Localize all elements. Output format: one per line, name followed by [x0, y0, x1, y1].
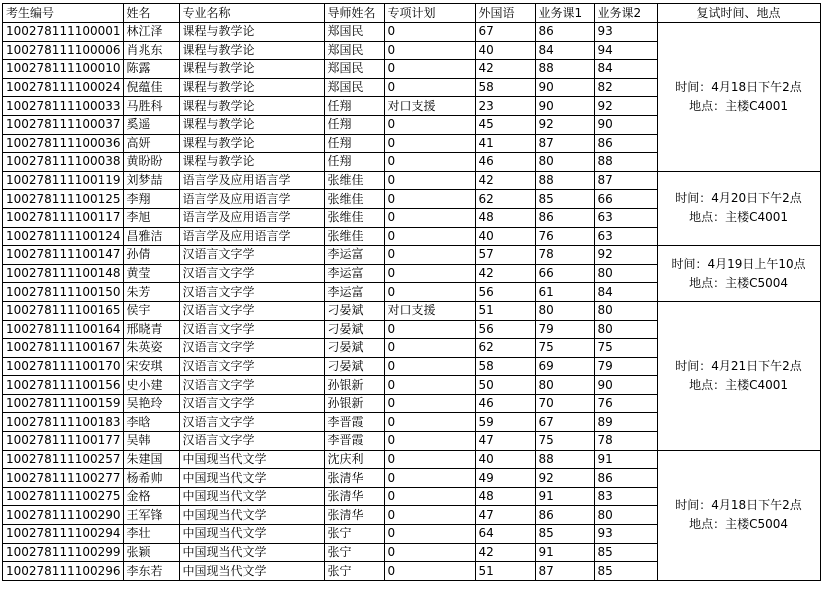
column-header-major: 专业名称 [179, 4, 324, 23]
name-cell: 黄莹 [123, 264, 179, 283]
major-cell: 汉语言文字学 [179, 432, 324, 451]
advisor-cell: 郑国民 [324, 78, 384, 97]
foreign-language-cell: 48 [475, 487, 535, 506]
advisor-cell: 刁晏斌 [324, 357, 384, 376]
special-plan-cell: 0 [384, 153, 475, 172]
schedule-time: 时间：4月19日上午10点 [671, 256, 806, 271]
candidate-id-cell: 100278111100156 [3, 376, 124, 395]
advisor-cell: 张维佳 [324, 171, 384, 190]
advisor-cell: 任翔 [324, 97, 384, 116]
advisor-cell: 张清华 [324, 487, 384, 506]
candidate-id-cell: 100278111100277 [3, 469, 124, 488]
special-plan-cell: 0 [384, 394, 475, 413]
name-cell: 奚遥 [123, 115, 179, 134]
candidate-id-cell: 100278111100037 [3, 115, 124, 134]
major-cell: 语言学及应用语言学 [179, 190, 324, 209]
schedule-time: 时间：4月18日下午2点 [675, 79, 802, 94]
course1-score-cell: 84 [535, 41, 594, 60]
course2-score-cell: 84 [594, 60, 657, 79]
course1-score-cell: 69 [535, 357, 594, 376]
course2-score-cell: 80 [594, 320, 657, 339]
candidate-id-cell: 100278111100125 [3, 190, 124, 209]
advisor-cell: 李晋霞 [324, 413, 384, 432]
course2-score-cell: 86 [594, 469, 657, 488]
candidate-id-cell: 100278111100170 [3, 357, 124, 376]
special-plan-cell: 0 [384, 450, 475, 469]
advisor-cell: 李运富 [324, 264, 384, 283]
candidate-id-cell: 100278111100024 [3, 78, 124, 97]
column-header-candidate-id: 考生编号 [3, 4, 124, 23]
table-row [3, 23, 821, 42]
major-cell: 中国现当代文学 [179, 506, 324, 525]
schedule-cell [657, 171, 820, 245]
course1-score-cell: 91 [535, 543, 594, 562]
candidate-id-cell: 100278111100117 [3, 208, 124, 227]
major-cell: 汉语言文字学 [179, 283, 324, 302]
course1-score-cell: 88 [535, 171, 594, 190]
foreign-language-cell: 40 [475, 450, 535, 469]
candidate-id-cell: 100278111100290 [3, 506, 124, 525]
name-cell: 邢晓青 [123, 320, 179, 339]
name-cell: 刘梦喆 [123, 171, 179, 190]
schedule-time: 时间：4月21日下午2点 [675, 358, 802, 373]
course2-score-cell: 84 [594, 283, 657, 302]
course2-score-cell: 83 [594, 487, 657, 506]
course1-score-cell: 85 [535, 190, 594, 209]
schedule-time: 时间：4月20日下午2点 [675, 191, 802, 206]
schedule-cell [657, 301, 820, 450]
name-cell: 李壮 [123, 525, 179, 544]
course1-score-cell: 92 [535, 469, 594, 488]
course2-score-cell: 89 [594, 413, 657, 432]
foreign-language-cell: 51 [475, 562, 535, 581]
major-cell: 中国现当代文学 [179, 487, 324, 506]
course2-score-cell: 92 [594, 246, 657, 265]
special-plan-cell: 0 [384, 134, 475, 153]
schedule-location: 地点：主楼C4001 [689, 377, 788, 392]
course2-score-cell: 94 [594, 41, 657, 60]
foreign-language-cell: 23 [475, 97, 535, 116]
major-cell: 语言学及应用语言学 [179, 227, 324, 246]
name-cell: 杨希帅 [123, 469, 179, 488]
major-cell: 课程与教学论 [179, 153, 324, 172]
schedule-cell [657, 450, 820, 580]
course1-score-cell: 86 [535, 506, 594, 525]
course2-score-cell: 88 [594, 153, 657, 172]
column-header-name: 姓名 [123, 4, 179, 23]
advisor-cell: 张宁 [324, 525, 384, 544]
candidate-id-cell: 100278111100294 [3, 525, 124, 544]
foreign-language-cell: 57 [475, 246, 535, 265]
advisor-cell: 郑国民 [324, 23, 384, 42]
name-cell: 吴韩 [123, 432, 179, 451]
foreign-language-cell: 45 [475, 115, 535, 134]
course2-score-cell: 93 [594, 23, 657, 42]
major-cell: 汉语言文字学 [179, 320, 324, 339]
major-cell: 语言学及应用语言学 [179, 171, 324, 190]
course1-score-cell: 88 [535, 60, 594, 79]
course2-score-cell: 79 [594, 357, 657, 376]
foreign-language-cell: 58 [475, 78, 535, 97]
candidate-id-cell: 100278111100148 [3, 264, 124, 283]
table-row [3, 450, 821, 469]
special-plan-cell: 0 [384, 283, 475, 302]
special-plan-cell: 0 [384, 171, 475, 190]
name-cell: 高妍 [123, 134, 179, 153]
advisor-cell: 沈庆利 [324, 450, 384, 469]
candidate-id-cell: 100278111100165 [3, 301, 124, 320]
major-cell: 汉语言文字学 [179, 339, 324, 358]
candidate-id-cell: 100278111100167 [3, 339, 124, 358]
course2-score-cell: 76 [594, 394, 657, 413]
course1-score-cell: 61 [535, 283, 594, 302]
special-plan-cell: 0 [384, 41, 475, 60]
special-plan-cell: 0 [384, 432, 475, 451]
foreign-language-cell: 42 [475, 543, 535, 562]
major-cell: 汉语言文字学 [179, 413, 324, 432]
course1-score-cell: 87 [535, 562, 594, 581]
name-cell: 李旭 [123, 208, 179, 227]
candidate-id-cell: 100278111100001 [3, 23, 124, 42]
special-plan-cell: 0 [384, 115, 475, 134]
advisor-cell: 李运富 [324, 283, 384, 302]
course1-score-cell: 90 [535, 97, 594, 116]
course2-score-cell: 82 [594, 78, 657, 97]
course1-score-cell: 79 [535, 320, 594, 339]
major-cell: 汉语言文字学 [179, 394, 324, 413]
foreign-language-cell: 42 [475, 264, 535, 283]
course2-score-cell: 90 [594, 115, 657, 134]
schedule-location: 地点：主楼C4001 [689, 98, 788, 113]
candidate-id-cell: 100278111100006 [3, 41, 124, 60]
advisor-cell: 孙银新 [324, 394, 384, 413]
table-body [3, 23, 821, 581]
course1-score-cell: 76 [535, 227, 594, 246]
advisor-cell: 孙银新 [324, 376, 384, 395]
schedule-location: 地点：主楼C4001 [689, 210, 788, 225]
special-plan-cell: 0 [384, 190, 475, 209]
major-cell: 汉语言文字学 [179, 246, 324, 265]
candidate-id-cell: 100278111100124 [3, 227, 124, 246]
advisor-cell: 刁晏斌 [324, 301, 384, 320]
major-cell: 中国现当代文学 [179, 450, 324, 469]
advisor-cell: 郑国民 [324, 60, 384, 79]
name-cell: 王军锋 [123, 506, 179, 525]
name-cell: 吴艳玲 [123, 394, 179, 413]
special-plan-cell: 0 [384, 543, 475, 562]
course1-score-cell: 85 [535, 525, 594, 544]
special-plan-cell: 0 [384, 413, 475, 432]
foreign-language-cell: 40 [475, 227, 535, 246]
special-plan-cell: 0 [384, 320, 475, 339]
foreign-language-cell: 40 [475, 41, 535, 60]
foreign-language-cell: 41 [475, 134, 535, 153]
course2-score-cell: 80 [594, 264, 657, 283]
course2-score-cell: 63 [594, 208, 657, 227]
special-plan-cell: 0 [384, 60, 475, 79]
course1-score-cell: 75 [535, 432, 594, 451]
special-plan-cell: 0 [384, 357, 475, 376]
course1-score-cell: 86 [535, 23, 594, 42]
foreign-language-cell: 51 [475, 301, 535, 320]
major-cell: 中国现当代文学 [179, 469, 324, 488]
special-plan-cell: 0 [384, 227, 475, 246]
candidate-id-cell: 100278111100150 [3, 283, 124, 302]
name-cell: 陈露 [123, 60, 179, 79]
advisor-cell: 刁晏斌 [324, 339, 384, 358]
candidate-id-cell: 100278111100033 [3, 97, 124, 116]
course2-score-cell: 91 [594, 450, 657, 469]
column-header-special-plan: 专项计划 [384, 4, 475, 23]
foreign-language-cell: 42 [475, 171, 535, 190]
special-plan-cell: 0 [384, 506, 475, 525]
name-cell: 黄盼盼 [123, 153, 179, 172]
name-cell: 朱英姿 [123, 339, 179, 358]
course2-score-cell: 80 [594, 506, 657, 525]
special-plan-cell: 0 [384, 78, 475, 97]
name-cell: 李东若 [123, 562, 179, 581]
major-cell: 课程与教学论 [179, 134, 324, 153]
major-cell: 课程与教学论 [179, 41, 324, 60]
special-plan-cell: 0 [384, 562, 475, 581]
schedule-time: 时间：4月18日下午2点 [675, 498, 802, 513]
name-cell: 肖兆东 [123, 41, 179, 60]
foreign-language-cell: 67 [475, 23, 535, 42]
advisor-cell: 李晋霞 [324, 432, 384, 451]
candidate-id-cell: 100278111100296 [3, 562, 124, 581]
advisor-cell: 张维佳 [324, 208, 384, 227]
schedule-cell [657, 246, 820, 302]
advisor-cell: 张维佳 [324, 190, 384, 209]
foreign-language-cell: 56 [475, 320, 535, 339]
course2-score-cell: 86 [594, 134, 657, 153]
foreign-language-cell: 62 [475, 339, 535, 358]
course2-score-cell: 90 [594, 376, 657, 395]
foreign-language-cell: 47 [475, 506, 535, 525]
candidate-id-cell: 100278111100183 [3, 413, 124, 432]
course2-score-cell: 75 [594, 339, 657, 358]
course1-score-cell: 78 [535, 246, 594, 265]
major-cell: 语言学及应用语言学 [179, 208, 324, 227]
name-cell: 宋安琪 [123, 357, 179, 376]
course1-score-cell: 70 [535, 394, 594, 413]
special-plan-cell: 0 [384, 208, 475, 227]
candidate-id-cell: 100278111100164 [3, 320, 124, 339]
candidate-id-cell: 100278111100010 [3, 60, 124, 79]
name-cell: 昌雅洁 [123, 227, 179, 246]
major-cell: 课程与教学论 [179, 60, 324, 79]
course1-score-cell: 75 [535, 339, 594, 358]
course2-score-cell: 80 [594, 301, 657, 320]
course2-score-cell: 92 [594, 97, 657, 116]
major-cell: 课程与教学论 [179, 78, 324, 97]
name-cell: 张颖 [123, 543, 179, 562]
table-row [3, 171, 821, 190]
foreign-language-cell: 64 [475, 525, 535, 544]
advisor-cell: 任翔 [324, 115, 384, 134]
candidate-id-cell: 100278111100036 [3, 134, 124, 153]
column-header-schedule: 复试时间、地点 [657, 4, 820, 23]
course2-score-cell: 93 [594, 525, 657, 544]
advisor-cell: 张维佳 [324, 227, 384, 246]
advisor-cell: 张宁 [324, 562, 384, 581]
advisor-cell: 张宁 [324, 543, 384, 562]
major-cell: 汉语言文字学 [179, 357, 324, 376]
special-plan-cell: 0 [384, 487, 475, 506]
candidate-id-cell: 100278111100147 [3, 246, 124, 265]
foreign-language-cell: 46 [475, 153, 535, 172]
foreign-language-cell: 46 [475, 394, 535, 413]
schedule-cell [657, 23, 820, 172]
name-cell: 朱芳 [123, 283, 179, 302]
major-cell: 中国现当代文学 [179, 562, 324, 581]
major-cell: 课程与教学论 [179, 115, 324, 134]
major-cell: 汉语言文字学 [179, 376, 324, 395]
name-cell: 孙倩 [123, 246, 179, 265]
header-row [3, 4, 821, 23]
column-header-advisor: 导师姓名 [324, 4, 384, 23]
course1-score-cell: 80 [535, 376, 594, 395]
foreign-language-cell: 49 [475, 469, 535, 488]
course1-score-cell: 67 [535, 413, 594, 432]
table-row [3, 246, 821, 265]
major-cell: 中国现当代文学 [179, 543, 324, 562]
candidate-id-cell: 100278111100119 [3, 171, 124, 190]
major-cell: 汉语言文字学 [179, 264, 324, 283]
candidate-id-cell: 100278111100038 [3, 153, 124, 172]
foreign-language-cell: 62 [475, 190, 535, 209]
special-plan-cell: 对口支援 [384, 301, 475, 320]
special-plan-cell: 0 [384, 246, 475, 265]
special-plan-cell: 0 [384, 339, 475, 358]
column-header-foreign-language: 外国语 [475, 4, 535, 23]
course2-score-cell: 85 [594, 543, 657, 562]
special-plan-cell: 0 [384, 525, 475, 544]
special-plan-cell: 对口支援 [384, 97, 475, 116]
candidate-id-cell: 100278111100299 [3, 543, 124, 562]
foreign-language-cell: 56 [475, 283, 535, 302]
course1-score-cell: 86 [535, 208, 594, 227]
foreign-language-cell: 58 [475, 357, 535, 376]
column-header-course2-score: 业务课2 [594, 4, 657, 23]
course2-score-cell: 78 [594, 432, 657, 451]
candidate-id-cell: 100278111100257 [3, 450, 124, 469]
course1-score-cell: 80 [535, 153, 594, 172]
course1-score-cell: 92 [535, 115, 594, 134]
name-cell: 李翔 [123, 190, 179, 209]
candidate-id-cell: 100278111100275 [3, 487, 124, 506]
foreign-language-cell: 59 [475, 413, 535, 432]
course2-score-cell: 63 [594, 227, 657, 246]
special-plan-cell: 0 [384, 376, 475, 395]
foreign-language-cell: 42 [475, 60, 535, 79]
candidate-id-cell: 100278111100159 [3, 394, 124, 413]
name-cell: 朱建国 [123, 450, 179, 469]
major-cell: 中国现当代文学 [179, 525, 324, 544]
column-header-course1-score: 业务课1 [535, 4, 594, 23]
admission-score-table [2, 3, 821, 581]
table-row [3, 301, 821, 320]
course1-score-cell: 90 [535, 78, 594, 97]
advisor-cell: 任翔 [324, 153, 384, 172]
name-cell: 侯宇 [123, 301, 179, 320]
schedule-location: 地点：主楼C5004 [689, 275, 788, 290]
name-cell: 倪蕴佳 [123, 78, 179, 97]
major-cell: 课程与教学论 [179, 23, 324, 42]
special-plan-cell: 0 [384, 264, 475, 283]
advisor-cell: 张清华 [324, 506, 384, 525]
special-plan-cell: 0 [384, 469, 475, 488]
name-cell: 林江泽 [123, 23, 179, 42]
advisor-cell: 李运富 [324, 246, 384, 265]
candidate-id-cell: 100278111100177 [3, 432, 124, 451]
special-plan-cell: 0 [384, 23, 475, 42]
major-cell: 汉语言文字学 [179, 301, 324, 320]
foreign-language-cell: 47 [475, 432, 535, 451]
advisor-cell: 张清华 [324, 469, 384, 488]
advisor-cell: 刁晏斌 [324, 320, 384, 339]
advisor-cell: 任翔 [324, 134, 384, 153]
name-cell: 史小建 [123, 376, 179, 395]
major-cell: 课程与教学论 [179, 97, 324, 116]
schedule-location: 地点：主楼C5004 [689, 517, 788, 532]
foreign-language-cell: 48 [475, 208, 535, 227]
name-cell: 马胜科 [123, 97, 179, 116]
course1-score-cell: 66 [535, 264, 594, 283]
name-cell: 金格 [123, 487, 179, 506]
foreign-language-cell: 50 [475, 376, 535, 395]
course2-score-cell: 85 [594, 562, 657, 581]
name-cell: 李晗 [123, 413, 179, 432]
advisor-cell: 郑国民 [324, 41, 384, 60]
course1-score-cell: 91 [535, 487, 594, 506]
course2-score-cell: 87 [594, 171, 657, 190]
course1-score-cell: 88 [535, 450, 594, 469]
course2-score-cell: 66 [594, 190, 657, 209]
course1-score-cell: 80 [535, 301, 594, 320]
course1-score-cell: 87 [535, 134, 594, 153]
